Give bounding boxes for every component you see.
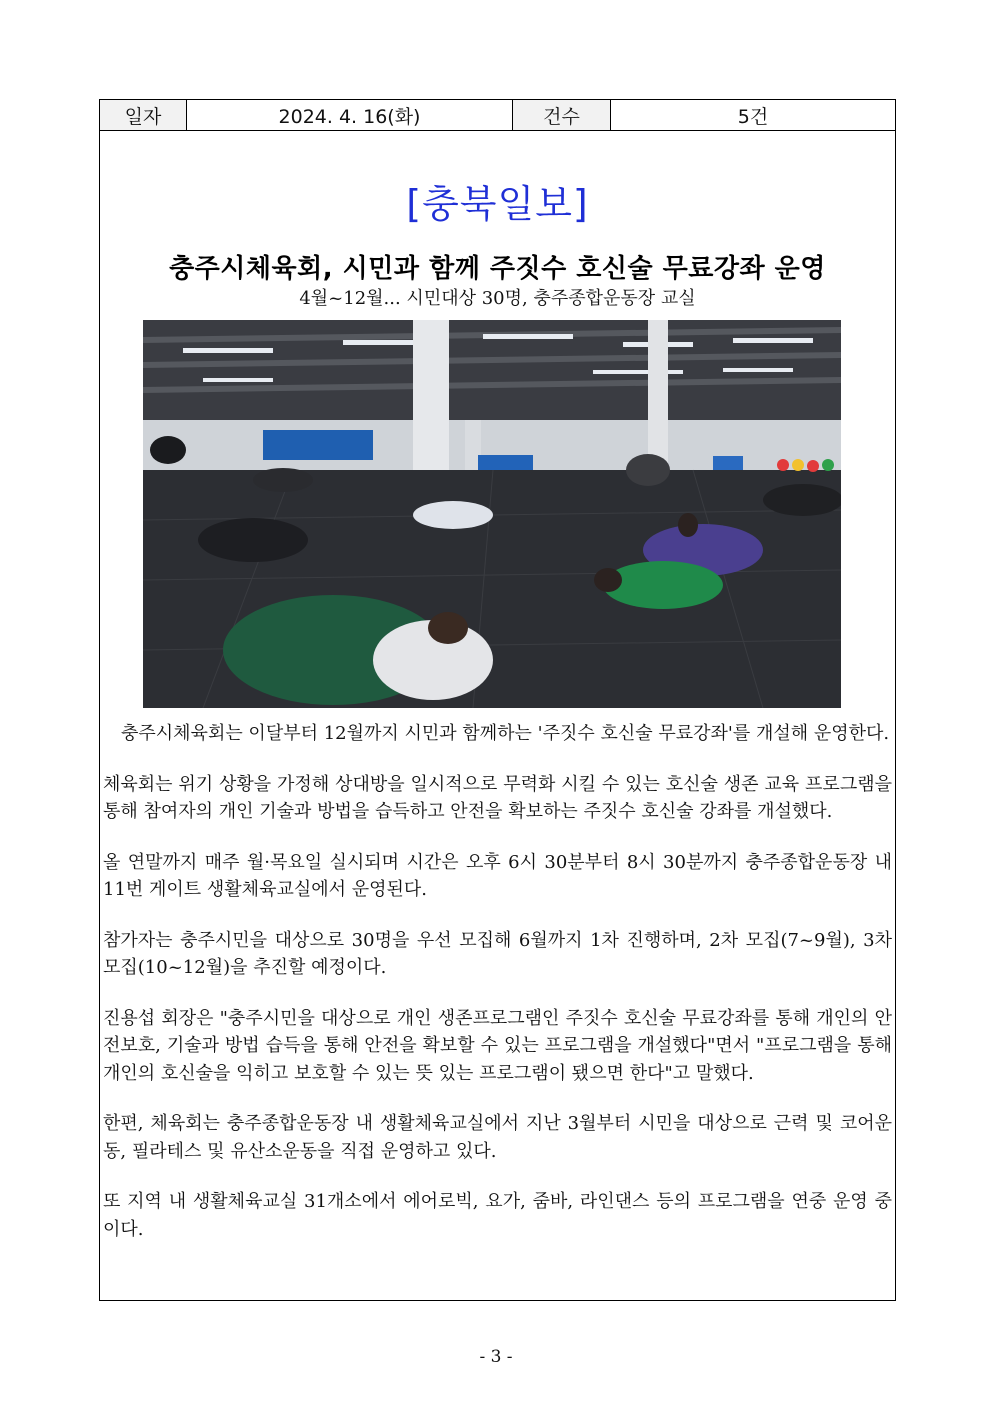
count-value: 5건 (737, 105, 769, 128)
article-paragraph: 진용섭 회장은 "충주시민을 대상으로 개인 생존프로그램인 주짓수 호신술 무료강좌를 통해 개인의 안전보호, 기술과 방법 습득을 통해 안전을 확보할 수 있는 프로그램을 개설했다"면서 "프로그램을 통해 개인의 호신술을 익히고 보호할 수 있는 뜻 있는 프로그램이 됐으면 한다"고 말했다. (103, 1007, 892, 1084)
article-paragraph: 한편, 체육회는 충주종합운동장 내 생활체육교실에서 지난 3월부터 시민을 대상으로 근력 및 코어운동, 필라테스 및 유산소운동을 직접 운영하고 있다. (103, 1113, 892, 1162)
jiujitsu-class-photo-icon (143, 320, 841, 708)
article-headline: 충주시체육회, 시민과 함께 주짓수 호신술 무료강좌 운영 (169, 254, 826, 284)
article-paragraph: 또 지역 내 생활체육교실 31개소에서 에어로빅, 요가, 줌바, 라인댄스 등의 프로그램을 연중 운영 중이다. (103, 1191, 892, 1240)
article-paragraph: 참가자는 충주시민을 대상으로 30명을 우선 모집해 6월까지 1차 진행하며, 2차 모집(7~9월), 3차 모집(10~12월)을 추진할 예정이다. (103, 929, 892, 978)
article-paragraph: 충주시체육회는 이달부터 12월까지 시민과 함께하는 '주짓수 호신술 무료강좌'를 개설해 운영한다. (121, 723, 890, 744)
article-body (103, 720, 892, 1266)
article-subheadline: 4월~12월... 시민대상 30명, 충주종합운동장 교실 (299, 288, 696, 309)
article-paragraph: 올 연말까지 매주 월·목요일 실시되며 시간은 오후 6시 30분부터 8시 30분까지 충주종합운동장 내 11번 게이트 생활체육교실에서 운영된다. (103, 851, 892, 900)
article-photo (143, 320, 841, 708)
date-label: 일자 (100, 100, 187, 130)
info-header-row (100, 100, 895, 131)
article-paragraph: 체육회는 위기 상황을 가정해 상대방을 일시적으로 무력화 시킬 수 있는 호신술 생존 교육 프로그램을 통해 참여자의 개인 기술과 방법을 습득하고 안전을 확보하는 주짓수 호신술 강좌를 개설했다. (103, 773, 892, 822)
document-frame (99, 99, 896, 1301)
date-value: 2024. 4. 16(화) (187, 100, 513, 130)
page-number: - 3 - (479, 1347, 513, 1367)
count-label: 건수 (513, 100, 611, 130)
news-source: [충북일보] (406, 182, 589, 226)
